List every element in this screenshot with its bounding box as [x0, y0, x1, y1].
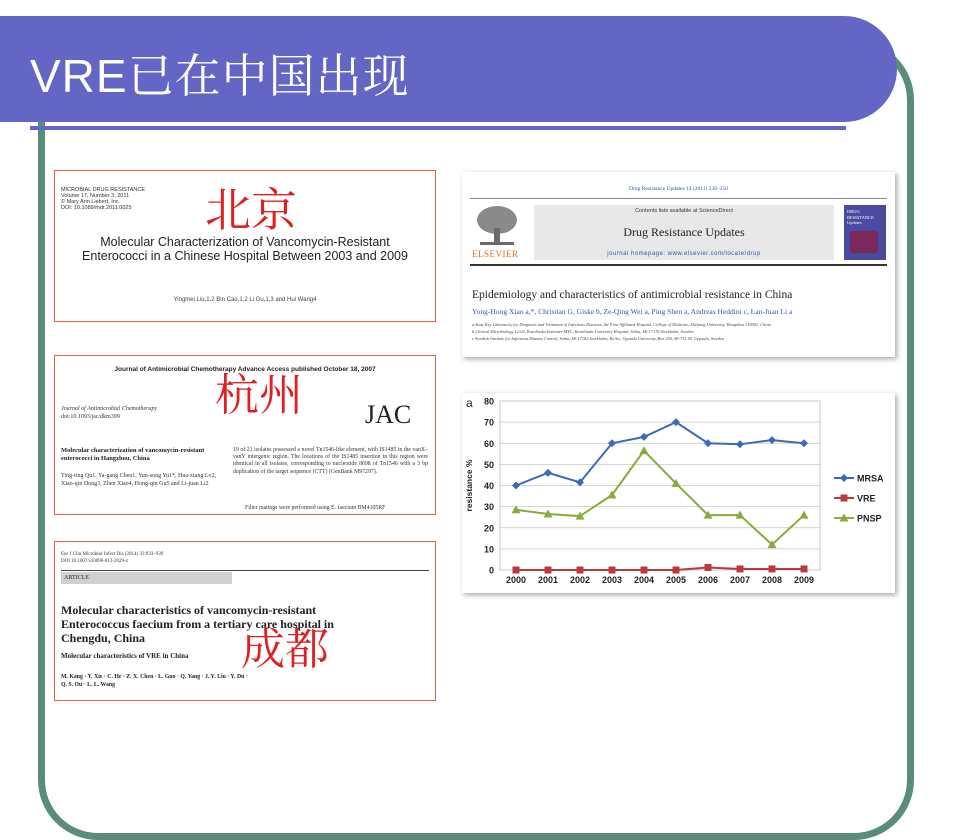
- y-tick-label: 30: [483, 502, 494, 513]
- data-point-vre: [609, 567, 616, 574]
- paper-subtitle: Molecular characteristics of VRE in China: [61, 652, 189, 660]
- journal-line: Volume 17, Number 3, 2011: [61, 193, 130, 199]
- journal-line: MICROBIAL DRUG RESISTANCE: [61, 187, 146, 193]
- legend-label: PNSP: [857, 513, 882, 524]
- journal-cover: [844, 205, 886, 260]
- jac-logo: JAC: [365, 400, 412, 429]
- elsevier-paper-card: [462, 172, 895, 357]
- paper-title: Molecular characterization of vancomycin-resistant enterococci in Hangzhou, China: [61, 447, 205, 462]
- city-label-hangzhou: 杭州: [215, 370, 303, 421]
- chart-card: [462, 393, 895, 593]
- data-point-vre: [545, 567, 552, 574]
- data-point-vre: [801, 565, 808, 572]
- y-tick-label: 40: [483, 481, 494, 491]
- paper-doi: DOI 10.1007/s10096-013-2029-z: [61, 559, 128, 564]
- x-tick-label: 2004: [633, 575, 655, 585]
- paper-citation: Drug Resistance Updates 14 (2011) 236–250: [629, 186, 728, 192]
- y-tick-label: 10: [483, 544, 494, 555]
- paper-authors: Yingmei Liu,1,2 Bin Cao,1,2 Li Gu,1,3 and Hui Wang4: [173, 297, 317, 303]
- y-tick-label: 70: [483, 417, 494, 428]
- paper-title: Molecular Characterization of Vancomycin-Resistant Enterococci in a Chinese Hospital Between 2003 and 2009: [82, 235, 408, 263]
- cover-image: [850, 231, 878, 253]
- paper-title: Epidemiology and characteristics of antimicrobial resistance in China: [472, 289, 793, 301]
- y-tick-label: 60: [483, 438, 494, 449]
- y-axis-label: resistance %: [464, 459, 474, 512]
- banner-rule: [470, 264, 887, 266]
- paper-authors: Yong-Hong Xiao a,*, Christian G. Giske b, Ze-Qing Wei a, Ping Shen a, Andreas Heddini c, Lan-Juan Li a: [472, 307, 793, 316]
- x-tick-label: 2002: [569, 575, 591, 585]
- city-label-chengdu: 成都: [241, 624, 329, 675]
- paper-authors: Ting-ting Qu1, Ya-gang Chen1, Yun-song Yu1*, Hua-xiang Lv2, Xiao-qin Dong3, Zhen Xiao4, Hong-qin Gu5 and Li-juan Li2: [61, 473, 216, 487]
- x-tick-label: 2000: [505, 575, 527, 585]
- affiliation: c Swedish Institute for Infectious Disease Control, Solna, SE-17182 Stockholm; ReAct, Uppsala University, Box 256, SE-751 05, Uppsala, Sweden: [472, 336, 725, 341]
- legend-label: VRE: [857, 493, 876, 504]
- header-rule: [470, 198, 887, 199]
- paper-header: Journal of Antimicrobial Chemotherapy Advance Access published October 18, 2007: [114, 366, 376, 373]
- beijing-paper-card: [54, 170, 436, 322]
- resistance-chart: [462, 393, 895, 593]
- x-tick-label: 2008: [761, 575, 783, 585]
- data-point-vre: [577, 567, 584, 574]
- contents-line: Contents lists available at ScienceDirect: [635, 208, 733, 214]
- hangzhou-paper-card: [54, 355, 436, 515]
- affiliation: a State Key Laboratory for Diagnosis and Treatment of Infectious Diseases, the First Affiliated Hospital, College of Medicine, Zhejiang University, Hangzhou 310003, China: [472, 322, 771, 327]
- data-point-vre: [769, 565, 776, 572]
- x-tick-label: 2003: [601, 575, 623, 585]
- data-point-vre: [673, 567, 680, 574]
- city-label-beijing: 北京: [205, 183, 297, 237]
- article-tag: ARTICLE: [61, 572, 232, 584]
- paper-header: Eur J Clin Microbiol Infect Dis (2014) 33:933–939: [61, 552, 164, 557]
- paper-text-2: Filter matings were performed using E. faecium BM4105RF: [245, 505, 386, 511]
- journal-name: Journal of Antimicrobial Chemotherapy: [61, 406, 158, 412]
- legend-marker: [840, 474, 848, 482]
- legend-label: MRSA: [857, 473, 884, 484]
- x-tick-label: 2007: [729, 575, 751, 585]
- journal-title: Drug Resistance Updates: [623, 225, 745, 239]
- panel-label: a: [466, 396, 473, 410]
- data-point-vre: [513, 567, 520, 574]
- article-rule: [61, 570, 429, 571]
- paper-authors: M. Kang · Y. Xie · C. He · Z. X. Chen · L. Guo · Q. Yang · J. Y. Liu · Y. Du · Q. S. Ou · L. L. Wang: [61, 674, 248, 688]
- journal-homepage: journal homepage: www.elsevier.com/locate/drup: [607, 251, 761, 257]
- journal-line: DOI: 10.1089/mdr.2011.0025: [61, 205, 132, 211]
- elsevier-tree-logo: [472, 204, 522, 248]
- data-point-vre: [705, 564, 712, 571]
- publisher-name: ELSEVIER: [472, 249, 519, 259]
- data-point-vre: [641, 567, 648, 574]
- paper-text: 19 of 21 isolates possessed a novel Tn1546-like element, with IS1485 in the vanX–vanY intergenic region. The locations of the IS1485 insertion in this region were identical in all isolates, corresponding to nucleotide 8698 of Tn1546 with a 3 bp duplication of the target sequence (CTT) (GenBank M97297).: [233, 447, 428, 475]
- journal-info: [61, 187, 145, 211]
- journal-line: © Mary Ann Liebert, Inc.: [61, 199, 121, 205]
- slide-title: VRE已在中国出现: [30, 50, 410, 102]
- legend-marker: [841, 495, 848, 502]
- y-tick-label: 80: [483, 396, 494, 407]
- x-tick-label: 2006: [697, 575, 719, 585]
- chengdu-paper-card: [54, 541, 436, 701]
- x-tick-label: 2001: [537, 575, 559, 585]
- x-tick-label: 2009: [793, 575, 815, 585]
- data-point-vre: [737, 565, 744, 572]
- title-underline: [30, 126, 846, 130]
- affiliation: b Clinical Microbiology L2:02, Karolinska Institutet-MTC, Karolinska University Hospital, Solna, SE-17176 Stockholm, Sweden: [472, 329, 694, 334]
- x-tick-label: 2005: [665, 575, 687, 585]
- y-tick-label: 0: [488, 565, 494, 576]
- paper-title: Molecular characteristics of vancomycin-resistant Enterococcus faecium from a tertiary care hospital in Chengdu, China: [61, 603, 334, 645]
- doi: doi:10.1093/jac/dkm399: [61, 414, 120, 420]
- y-tick-label: 50: [483, 459, 494, 470]
- cover-title: DRUG RESISTANCE Updates: [847, 209, 874, 225]
- y-tick-label: 20: [483, 523, 494, 534]
